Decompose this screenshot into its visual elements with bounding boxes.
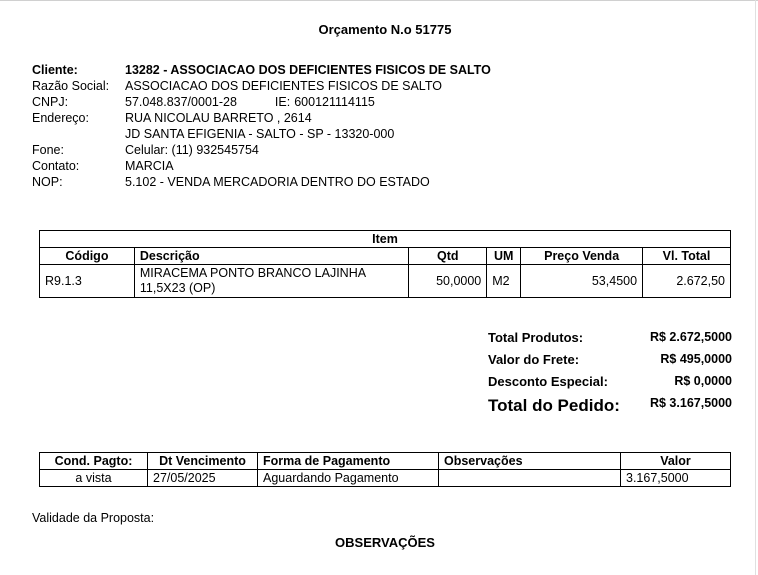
document-title: Orçamento N.o 51775 [318, 22, 452, 37]
items-table-header-row [40, 248, 731, 265]
razao-label: Razão Social: [32, 79, 110, 93]
header-qtd: Qtd [409, 248, 487, 265]
endereco-line2: JD SANTA EFIGENIA - SALTO - SP - 13320-000 [125, 127, 395, 141]
items-table-title: Item [40, 231, 731, 248]
contato-value: MARCIA [125, 159, 174, 173]
header-vl-total: Vl. Total [643, 248, 731, 265]
ie-value: 600121114115 [294, 95, 375, 109]
header-descricao: Descrição [134, 248, 408, 265]
cnpj-value: 57.048.837/0001-28 [125, 95, 237, 109]
header-um: UM [487, 248, 521, 265]
client-info [32, 62, 491, 190]
endereco-row [32, 110, 491, 126]
cell-valor: 3.167,5000 [621, 470, 731, 487]
total-produtos-row [488, 330, 732, 352]
fone-value: Celular: (11) 932545754 [125, 143, 259, 157]
total-produtos-value: R$ 2.672,5000 [649, 330, 732, 344]
total-pedido-row [488, 396, 732, 418]
cell-dt-vencimento: 27/05/2025 [148, 470, 258, 487]
fone-label: Fone: [32, 143, 64, 157]
cliente-label: Cliente: [32, 63, 78, 77]
nop-label: NOP: [32, 175, 63, 189]
ie-label: IE: [274, 95, 291, 109]
totals-block [488, 330, 732, 418]
desconto-row [488, 374, 732, 396]
items-table [39, 230, 731, 298]
top-border [0, 0, 758, 1]
cell-preco-venda: 53,4500 [521, 265, 643, 298]
cell-cond-pagto: a vista [40, 470, 148, 487]
cell-vl-total: 2.672,50 [643, 265, 731, 298]
cell-qtd: 50,0000 [409, 265, 487, 298]
payment-header-row [40, 453, 731, 470]
desconto-value: R$ 0,0000 [674, 374, 732, 388]
nop-row [32, 174, 491, 190]
cnpj-row [32, 94, 491, 110]
endereco-line1: RUA NICOLAU BARRETO , 2614 [125, 111, 312, 125]
header-preco-venda: Preço Venda [521, 248, 643, 265]
header-cond-pagto: Cond. Pagto: [40, 453, 148, 470]
cell-observacoes [439, 470, 621, 487]
desconto-label: Desconto Especial: [488, 374, 608, 389]
header-dt-vencimento: Dt Vencimento [148, 453, 258, 470]
cnpj-label: CNPJ: [32, 95, 69, 109]
razao-row [32, 78, 491, 94]
right-border [755, 0, 756, 575]
validity-label: Validade da Proposta: [32, 511, 155, 525]
table-row [40, 470, 731, 487]
valor-frete-value: R$ 495,0000 [660, 352, 732, 366]
nop-value: 5.102 - VENDA MERCADORIA DENTRO DO ESTADO [125, 175, 430, 189]
items-table-title-row [40, 231, 731, 248]
total-produtos-label: Total Produtos: [488, 330, 584, 345]
cell-um: M2 [487, 265, 521, 298]
cell-forma-pagamento: Aguardando Pagamento [258, 470, 439, 487]
contato-label: Contato: [32, 159, 80, 173]
header-valor: Valor [621, 453, 731, 470]
cell-codigo: R9.1.3 [40, 265, 135, 298]
endereco-row-2 [32, 126, 491, 142]
table-row [40, 265, 731, 298]
razao-value: ASSOCIACAO DOS DEFICIENTES FISICOS DE SALTO [125, 79, 442, 93]
header-forma-pagamento: Forma de Pagamento [258, 453, 439, 470]
cell-descricao: MIRACEMA PONTO BRANCO LAJINHA 11,5X23 (OP) [134, 265, 408, 298]
contato-row [32, 158, 491, 174]
endereco-label: Endereço: [32, 111, 89, 125]
cliente-value: 13282 - ASSOCIACAO DOS DEFICIENTES FISICOS DE SALTO [125, 63, 491, 77]
observations-title: OBSERVAÇÕES [335, 535, 435, 550]
fone-row [32, 142, 491, 158]
valor-frete-label: Valor do Frete: [488, 352, 580, 367]
total-pedido-label: Total do Pedido: [488, 396, 620, 415]
total-pedido-value: R$ 3.167,5000 [649, 396, 732, 410]
valor-frete-row [488, 352, 732, 374]
header-codigo: Código [40, 248, 135, 265]
cliente-row [32, 62, 491, 78]
payment-table [39, 452, 731, 487]
header-observacoes: Observações [439, 453, 621, 470]
